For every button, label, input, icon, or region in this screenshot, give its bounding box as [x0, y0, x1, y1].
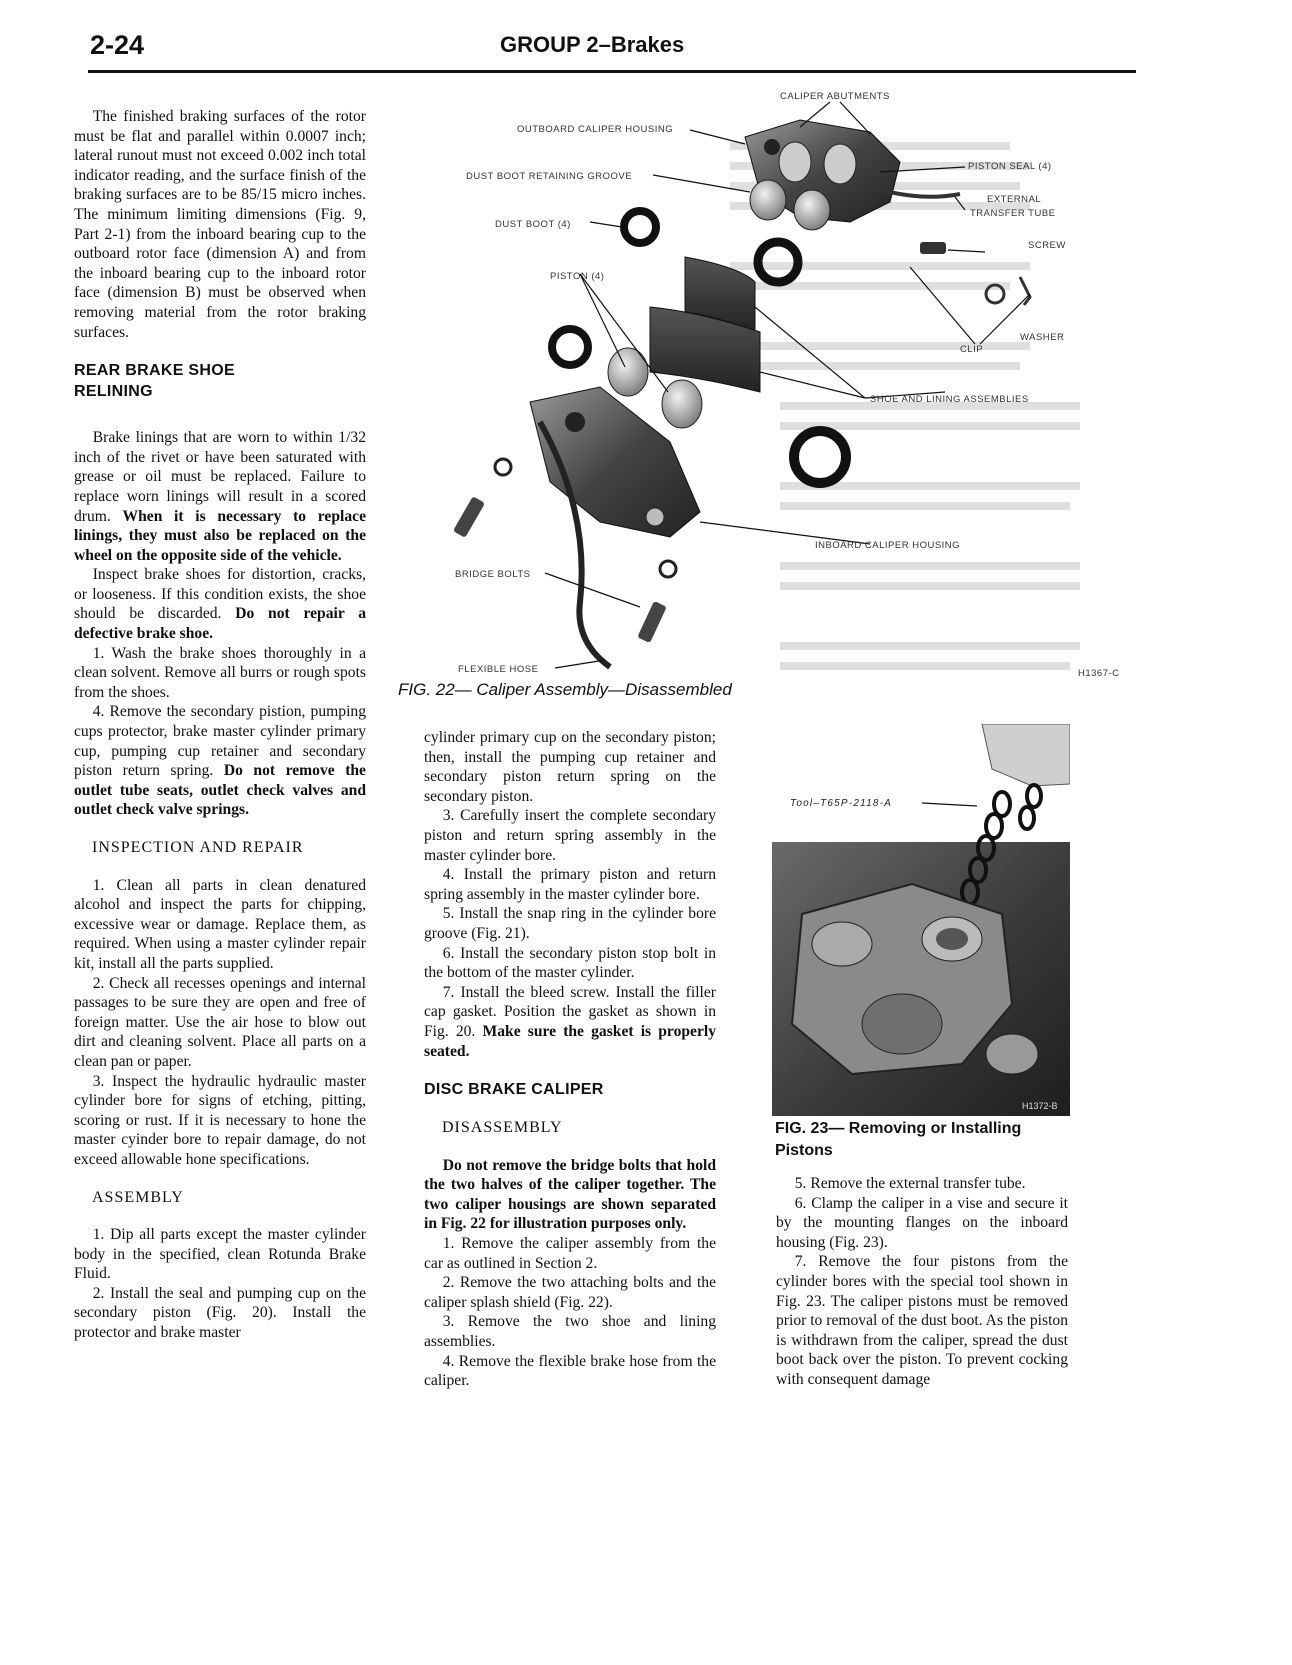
- paragraph: The finished braking surfaces of the rotor must be flat and parallel within 0.0007 inch; lateral runout must not exceed 0.002 inch total indicator reading, and the surface finish of the braking surfaces are to be 85/15 micro inches. The minimum limiting dimensions (Fig. 9, Part 2-1) from the inboard bearing cup to the outboard rotor face (dimension A) and from the inboard bearing cup to the inboard rotor face (dimension B) must be observed when removing material from the rotor braking surfaces.: [74, 108, 366, 341]
- figure-code: H1372-B: [1022, 1101, 1058, 1111]
- paragraph: 1. Clean all parts in clean denatured alcohol and inspect the parts for chipping, excessive wear or damage. Replace them, as required. When using a master cylinder repair kit, install all the parts supplied.: [74, 876, 366, 972]
- subsection-heading: DISASSEMBLY: [442, 1119, 563, 1137]
- paragraph: 2. Install the seal and pumping cup on the secondary piston (Fig. 20). Install the protector and brake master: [74, 1284, 366, 1342]
- paragraph: 2. Remove the two attaching bolts and the caliper splash shield (Fig. 22).: [424, 1274, 716, 1311]
- figure-23-caption-line2: Pistons: [775, 1142, 833, 1159]
- label-flexible-hose: FLEXIBLE HOSE: [458, 664, 539, 675]
- subsection-heading: ASSEMBLY: [92, 1188, 184, 1206]
- paragraph: 7. Remove the four pistons from the cylinder bores with the special tool shown in Fig. 23. The caliper pistons must be removed prior to removal of the dust boot. As the piston is withdrawn from the caliper, spread the dust boot back over the piston. To prevent cocking with consequent damage: [776, 1253, 1068, 1388]
- figure-22-caption: FIG. 22— Caliper Assembly—Disassembled: [398, 680, 732, 699]
- label-screw: SCREW: [1028, 240, 1066, 251]
- paragraph: cylinder primary cup on the secondary piston; then, install the pumping cup retainer and secondary piston return spring on the secondary piston.: [424, 729, 716, 805]
- header-rule: [88, 70, 1136, 73]
- label-piston: PISTON (4): [550, 271, 605, 282]
- paragraph: 7. Install the bleed screw. Install the filler cap gasket. Position the gasket as shown in Fig. 20. Make sure the gasket is properly seated.: [424, 983, 717, 1060]
- section-heading: DISC BRAKE CALIPER: [424, 1081, 604, 1099]
- paragraph: 4. Remove the flexible brake hose from the caliper.: [424, 1352, 716, 1390]
- paragraph: 4. Remove the secondary pistion, pumping cups protector, brake master cylinder primary cup, pumping cup retainer and secondary piston return spring. Do not remove the outlet tube seats, outlet check valves and outlet check valve springs.: [74, 703, 366, 819]
- paragraph: 1. Wash the brake shoes thoroughly in a clean solvent. Remove all burrs or rough spots from the shoes.: [74, 644, 366, 701]
- figure-22-caliper-disassembled: [400, 82, 1140, 710]
- label-dust-boot: DUST BOOT (4): [495, 219, 571, 230]
- paragraph: 3. Inspect the hydraulic hydraulic master cylinder bore for signs of etching, pitting, scoring or rust. If it is necessary to hone the master cyinder bore to repair damage, do not exceed allowable hone specifications.: [74, 1072, 366, 1168]
- figure-23-removing-pistons: [772, 724, 1070, 1116]
- column-1: [74, 107, 366, 1343]
- section-heading: REAR BRAKE SHOE: [74, 362, 235, 380]
- label-inboard-caliper-housing: INBOARD CALIPER HOUSING: [815, 540, 961, 551]
- section-heading: RELINING: [74, 383, 153, 401]
- paragraph: 6. Install the secondary piston stop bolt in the bottom of the master cylinder.: [424, 944, 716, 982]
- paragraph: 2. Check all recesses openings and internal passages to be sure they are open and free of foreign matter. Use the air hose to blow out dirt and cleaning solvent. Place all parts on a clean pan or paper.: [74, 974, 366, 1070]
- paragraph: 4. Install the primary piston and return spring assembly in the master cylinder bore.: [424, 866, 716, 903]
- tool-label: Tool–T65P-2118-A: [790, 798, 893, 809]
- paragraph: 6. Clamp the caliper in a vise and secure it by the mounting flanges on the inboard housing (Fig. 23).: [776, 1194, 1068, 1251]
- label-transfer-tube: TRANSFER TUBE: [970, 208, 1056, 219]
- column-3: [776, 1174, 1068, 1390]
- paragraph: 3. Carefully insert the complete secondary piston and return spring assembly in the master cylinder bore.: [424, 807, 716, 864]
- paragraph: Inspect brake shoes for distortion, cracks, or looseness. If this condition exists, the shoe should be discarded. Do not repair a defective brake shoe.: [74, 566, 367, 643]
- label-external: EXTERNAL: [987, 194, 1042, 205]
- page-number: 2-24: [90, 30, 145, 60]
- figure-23-caption: [775, 1118, 1075, 1162]
- label-shoe-and-lining-assemblies: SHOE AND LINING ASSEMBLIES: [870, 394, 1029, 405]
- paragraph: 3. Remove the two shoe and lining assemblies.: [424, 1313, 716, 1351]
- paragraph: 5. Remove the external transfer tube.: [794, 1175, 1026, 1192]
- label-outboard-caliper-housing: OUTBOARD CALIPER HOUSING: [517, 124, 674, 135]
- label-clip: CLIP: [960, 344, 984, 355]
- label-bridge-bolts: BRIDGE BOLTS: [455, 569, 531, 580]
- paragraph: Brake linings that are worn to within 1/32 inch of the rivet or have been saturated with grease or oil must be replaced. Failure to replace worn linings will result in a scored drum. When it is necessary to replace linings, they must also be replaced on the wheel on the opposite side of the vehicle.: [74, 429, 366, 564]
- paragraph: Do not remove the bridge bolts that hold the two halves of the caliper together. The two caliper housings are shown separated in Fig. 22 for illustration purposes only.: [424, 1156, 716, 1233]
- running-title: GROUP 2–Brakes: [500, 32, 685, 57]
- figure-code: H1367-C: [1078, 668, 1120, 679]
- label-washer: WASHER: [1020, 332, 1065, 343]
- ghost-text-background: [730, 142, 1080, 670]
- paragraph: 1. Remove the caliper assembly from the car as outlined in Section 2.: [424, 1235, 716, 1272]
- figure-23-caption-line1: FIG. 23— Removing or Installing: [775, 1120, 1022, 1137]
- label-caliper-abutments: CALIPER ABUTMENTS: [780, 91, 890, 102]
- label-piston-seal: PISTON SEAL (4): [968, 161, 1052, 172]
- label-dust-boot-retaining-groove: DUST BOOT RETAINING GROOVE: [466, 171, 633, 182]
- paragraph: 1. Dip all parts except the master cylinder body in the specified, clean Rotunda Brake Fluid.: [74, 1226, 366, 1283]
- column-2: [424, 728, 716, 1391]
- paragraph: 5. Install the snap ring in the cylinder bore groove (Fig. 21).: [424, 905, 716, 942]
- shoe-lining-pads: [650, 257, 760, 392]
- subsection-heading: INSPECTION AND REPAIR: [92, 839, 304, 856]
